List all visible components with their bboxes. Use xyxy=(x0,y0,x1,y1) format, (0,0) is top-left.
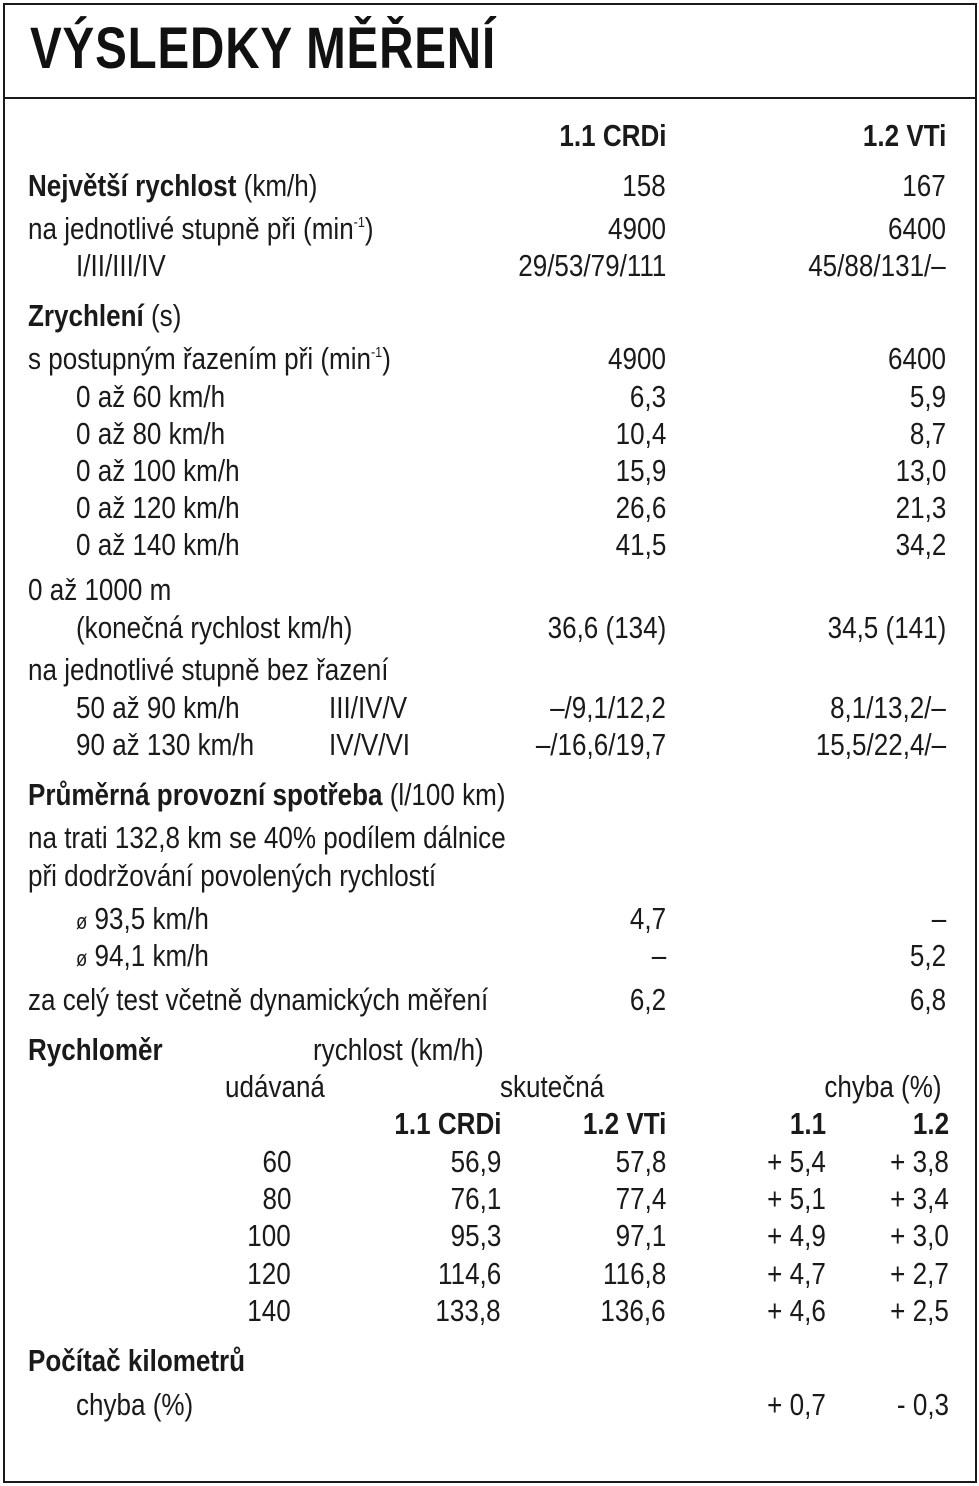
top-speed-heading: Největší rychlost (km/h) xyxy=(28,168,318,203)
speedometer-col-err1: 1.1 xyxy=(789,1106,826,1141)
speedometer-row-err1: + 4,7 xyxy=(767,1256,826,1291)
accel-row-vti: 13,0 xyxy=(895,453,946,488)
elasticity-label: na jednotlivé stupně bez řazení xyxy=(28,652,389,687)
speedometer-col-vti: 1.2 VTi xyxy=(582,1106,666,1141)
elasticity-row-gears: III/IV/V xyxy=(329,690,408,725)
speedometer-row-err1: + 4,6 xyxy=(767,1293,826,1328)
accel-1000m-vti: 34,5 (141) xyxy=(827,610,946,645)
speedometer-row-vti: 116,8 xyxy=(602,1256,666,1291)
consumption-row-label: ø 93,5 km/h xyxy=(76,901,209,936)
speedometer-heading: Rychloměr xyxy=(28,1032,163,1067)
speedometer-row-indicated: 120 xyxy=(247,1256,291,1291)
consumption-row-vti: – xyxy=(931,901,946,936)
column-header-crdi: 1.1 CRDi xyxy=(558,118,666,153)
speedometer-row-err1: + 5,4 xyxy=(767,1144,826,1179)
speedometer-actual-label: skutečná xyxy=(500,1069,605,1104)
elasticity-row-vti: 15,5/22,4/– xyxy=(815,727,946,762)
consumption-row-label: ø 94,1 km/h xyxy=(76,938,209,973)
speedometer-row-indicated: 80 xyxy=(262,1181,291,1216)
elasticity-row-label: 90 až 130 km/h xyxy=(76,727,255,762)
speedometer-row-vti: 57,8 xyxy=(615,1144,666,1179)
speedometer-row-vti: 77,4 xyxy=(615,1181,666,1216)
elasticity-row-crdi: –/9,1/12,2 xyxy=(550,690,666,725)
accel-row-label: 0 až 120 km/h xyxy=(76,490,240,525)
diameter-icon: ø xyxy=(76,909,88,934)
diameter-icon: ø xyxy=(76,946,88,971)
consumption-total-vti: 6,8 xyxy=(909,982,946,1017)
accel-row-vti: 21,3 xyxy=(895,490,946,525)
acceleration-rpm-vti: 6400 xyxy=(888,341,946,376)
odometer-error-label: chyba (%) xyxy=(76,1387,194,1422)
speedometer-row-crdi: 114,6 xyxy=(437,1256,501,1291)
elasticity-row-vti: 8,1/13,2/– xyxy=(830,690,946,725)
speedometer-row-indicated: 100 xyxy=(247,1218,291,1253)
accel-1000m-sublabel: (konečná rychlost km/h) xyxy=(76,610,353,645)
speedometer-row-err2: + 2,7 xyxy=(890,1256,949,1291)
acceleration-rpm-label: s postupným řazením při $(\min^{-1})$ xyxy=(28,341,391,376)
accel-row-crdi: 6,3 xyxy=(629,379,666,414)
consumption-total-label: za celý test včetně dynamických měření xyxy=(28,982,489,1017)
accel-row-label: 0 až 100 km/h xyxy=(76,453,240,488)
speedometer-row-err1: + 5,1 xyxy=(767,1181,826,1216)
odometer-error-crdi: + 0,7 xyxy=(767,1387,826,1422)
elasticity-row-gears: IV/V/VI xyxy=(329,727,411,762)
speedometer-col-crdi: 1.1 CRDi xyxy=(393,1106,501,1141)
speedometer-error-label: chyba (%) xyxy=(824,1069,942,1104)
speedometer-row-vti: 97,1 xyxy=(615,1218,666,1253)
speedometer-row-err1: + 4,9 xyxy=(767,1218,826,1253)
page-title: VÝSLEDKY MĚŘENÍ xyxy=(30,16,496,81)
top-speed-rpm-label: na jednotlivé stupně při $(\min^{-1})$ xyxy=(28,211,374,246)
column-header-vti: 1.2 VTi xyxy=(862,118,946,153)
speedometer-row-crdi: 76,1 xyxy=(450,1181,501,1216)
accel-row-crdi: 15,9 xyxy=(615,453,666,488)
accel-row-crdi: 41,5 xyxy=(615,527,666,562)
speedometer-row-crdi: 56,9 xyxy=(450,1144,501,1179)
speedometer-row-crdi: 133,8 xyxy=(435,1293,501,1328)
top-speed-crdi: 158 xyxy=(622,168,666,203)
consumption-heading: Průměrná provozní spotřeba (l/100 km) xyxy=(28,777,506,812)
consumption-route-line2: při dodržování povolených rychlostí xyxy=(28,858,437,893)
elasticity-row-crdi: –/16,6/19,7 xyxy=(535,727,666,762)
consumption-row-crdi: 4,7 xyxy=(629,901,666,936)
accel-1000m-label: 0 až 1000 m xyxy=(28,572,172,607)
speedometer-row-vti: 136,6 xyxy=(600,1293,666,1328)
speedometer-row-err2: + 2,5 xyxy=(890,1293,949,1328)
accel-row-label: 0 až 140 km/h xyxy=(76,527,240,562)
top-speed-gears-crdi: 29/53/79/111 xyxy=(517,248,666,283)
speedometer-row-crdi: 95,3 xyxy=(450,1218,501,1253)
speedometer-col-err2: 1.2 xyxy=(912,1106,949,1141)
acceleration-heading: Zrychlení (s) xyxy=(28,298,182,333)
acceleration-rpm-crdi: 4900 xyxy=(608,341,666,376)
title-bar xyxy=(5,5,975,99)
odometer-heading: Počítač kilometrů xyxy=(28,1343,246,1378)
odometer-error-vti: - 0,3 xyxy=(896,1387,949,1422)
accel-row-label: 0 až 80 km/h xyxy=(76,416,226,451)
speedometer-row-indicated: 140 xyxy=(247,1293,291,1328)
speedometer-indicated-label: udávaná xyxy=(225,1069,325,1104)
speedometer-speed-label: rychlost (km/h) xyxy=(313,1032,484,1067)
consumption-row-crdi: – xyxy=(651,938,666,973)
speedometer-row-indicated: 60 xyxy=(262,1144,291,1179)
speedometer-row-err2: + 3,4 xyxy=(890,1181,949,1216)
consumption-total-crdi: 6,2 xyxy=(629,982,666,1017)
accel-row-label: 0 až 60 km/h xyxy=(76,379,226,414)
top-speed-rpm-vti: 6400 xyxy=(888,211,946,246)
consumption-row-vti: 5,2 xyxy=(909,938,946,973)
top-speed-vti: 167 xyxy=(902,168,946,203)
accel-1000m-crdi: 36,6 (134) xyxy=(547,610,666,645)
top-speed-gears-label: I/II/III/IV xyxy=(76,248,166,283)
accel-row-crdi: 10,4 xyxy=(615,416,666,451)
speedometer-row-err2: + 3,0 xyxy=(890,1218,949,1253)
consumption-route-line1: na trati 132,8 km se 40% podílem dálnice xyxy=(28,820,506,855)
accel-row-vti: 5,9 xyxy=(909,379,946,414)
accel-row-vti: 8,7 xyxy=(909,416,946,451)
speedometer-row-err2: + 3,8 xyxy=(890,1144,949,1179)
top-speed-gears-vti: 45/88/131/– xyxy=(808,248,946,283)
accel-row-crdi: 26,6 xyxy=(615,490,666,525)
top-speed-rpm-crdi: 4900 xyxy=(608,211,666,246)
elasticity-row-label: 50 až 90 km/h xyxy=(76,690,240,725)
accel-row-vti: 34,2 xyxy=(895,527,946,562)
